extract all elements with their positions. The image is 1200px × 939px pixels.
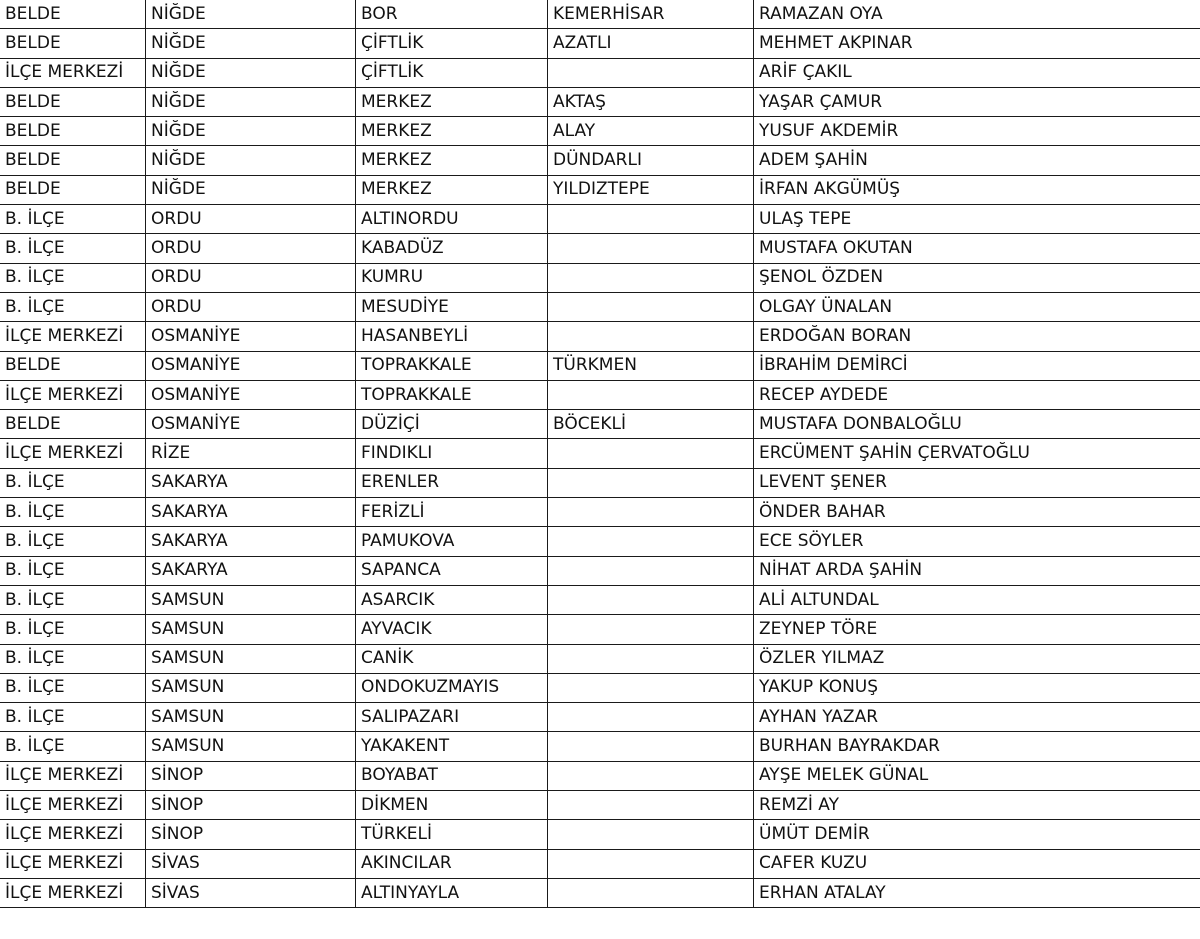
type-cell: B. İLÇE	[0, 585, 146, 614]
district-cell: SALIPAZARI	[356, 703, 548, 732]
province-cell: NİĞDE	[146, 117, 356, 146]
province-cell: SAKARYA	[146, 527, 356, 556]
type-cell: BELDE	[0, 87, 146, 116]
province-cell: SAMSUN	[146, 615, 356, 644]
district-cell: KUMRU	[356, 263, 548, 292]
town-cell	[548, 615, 754, 644]
type-cell: B. İLÇE	[0, 527, 146, 556]
province-cell: NİĞDE	[146, 29, 356, 58]
mayor-name-cell: YAŞAR ÇAMUR	[754, 87, 1200, 116]
town-cell: ALAY	[548, 117, 754, 146]
district-cell: SAPANCA	[356, 556, 548, 585]
town-cell	[548, 263, 754, 292]
district-cell: ERENLER	[356, 468, 548, 497]
town-cell: YILDIZTEPE	[548, 175, 754, 204]
town-cell	[548, 849, 754, 878]
table-row	[0, 87, 1200, 116]
mayor-name-cell: AYHAN YAZAR	[754, 703, 1200, 732]
table-row	[0, 292, 1200, 321]
type-cell: İLÇE MERKEZİ	[0, 849, 146, 878]
town-cell: AZATLI	[548, 29, 754, 58]
type-cell: BELDE	[0, 117, 146, 146]
town-cell	[548, 673, 754, 702]
table-row	[0, 732, 1200, 761]
town-cell: TÜRKMEN	[548, 351, 754, 380]
province-cell: ORDU	[146, 292, 356, 321]
mayor-name-cell: REMZİ AY	[754, 791, 1200, 820]
district-cell: ÇİFTLİK	[356, 58, 548, 87]
table-row	[0, 117, 1200, 146]
district-cell: ONDOKUZMAYIS	[356, 673, 548, 702]
province-cell: SİVAS	[146, 878, 356, 907]
town-cell	[548, 585, 754, 614]
table-row	[0, 820, 1200, 849]
district-cell: CANİK	[356, 644, 548, 673]
district-cell: KABADÜZ	[356, 234, 548, 263]
type-cell: B. İLÇE	[0, 732, 146, 761]
province-cell: SAKARYA	[146, 468, 356, 497]
province-cell: OSMANİYE	[146, 410, 356, 439]
town-cell: AKTAŞ	[548, 87, 754, 116]
province-cell: NİĞDE	[146, 0, 356, 29]
province-cell: SİNOP	[146, 761, 356, 790]
table-row	[0, 761, 1200, 790]
province-cell: NİĞDE	[146, 87, 356, 116]
table-row	[0, 585, 1200, 614]
town-cell	[548, 556, 754, 585]
table-row	[0, 878, 1200, 907]
mayor-name-cell: MEHMET AKPINAR	[754, 29, 1200, 58]
type-cell: BELDE	[0, 29, 146, 58]
province-cell: SAMSUN	[146, 585, 356, 614]
province-cell: SİNOP	[146, 791, 356, 820]
table-row	[0, 263, 1200, 292]
province-cell: SAKARYA	[146, 498, 356, 527]
table-row	[0, 527, 1200, 556]
mayor-name-cell: ERHAN ATALAY	[754, 878, 1200, 907]
province-cell: SAMSUN	[146, 732, 356, 761]
table-row	[0, 556, 1200, 585]
type-cell: B. İLÇE	[0, 556, 146, 585]
province-cell: SAMSUN	[146, 673, 356, 702]
town-cell	[548, 703, 754, 732]
type-cell: B. İLÇE	[0, 498, 146, 527]
province-cell: NİĞDE	[146, 175, 356, 204]
district-cell: MERKEZ	[356, 87, 548, 116]
province-cell: OSMANİYE	[146, 380, 356, 409]
mayor-name-cell: YAKUP KONUŞ	[754, 673, 1200, 702]
mayor-name-cell: ADEM ŞAHİN	[754, 146, 1200, 175]
town-cell	[548, 439, 754, 468]
mayor-name-cell: ÖZLER YILMAZ	[754, 644, 1200, 673]
district-cell: BOR	[356, 0, 548, 29]
type-cell: İLÇE MERKEZİ	[0, 322, 146, 351]
table-row	[0, 615, 1200, 644]
type-cell: BELDE	[0, 351, 146, 380]
district-cell: ASARCIK	[356, 585, 548, 614]
province-cell: ORDU	[146, 205, 356, 234]
district-cell: HASANBEYLİ	[356, 322, 548, 351]
type-cell: İLÇE MERKEZİ	[0, 791, 146, 820]
province-cell: OSMANİYE	[146, 351, 356, 380]
type-cell: B. İLÇE	[0, 234, 146, 263]
mayor-name-cell: YUSUF AKDEMİR	[754, 117, 1200, 146]
mayor-name-cell: BURHAN BAYRAKDAR	[754, 732, 1200, 761]
mayor-name-cell: İBRAHİM DEMİRCİ	[754, 351, 1200, 380]
town-cell	[548, 791, 754, 820]
table-row	[0, 205, 1200, 234]
district-cell: MERKEZ	[356, 117, 548, 146]
province-cell: NİĞDE	[146, 58, 356, 87]
type-cell: B. İLÇE	[0, 263, 146, 292]
town-cell: DÜNDARLI	[548, 146, 754, 175]
type-cell: İLÇE MERKEZİ	[0, 380, 146, 409]
mayor-name-cell: MUSTAFA DONBALOĞLU	[754, 410, 1200, 439]
mayor-name-cell: CAFER KUZU	[754, 849, 1200, 878]
mayor-name-cell: ERDOĞAN BORAN	[754, 322, 1200, 351]
province-cell: SAMSUN	[146, 644, 356, 673]
district-cell: TÜRKELİ	[356, 820, 548, 849]
mayor-name-cell: LEVENT ŞENER	[754, 468, 1200, 497]
mayor-name-cell: MUSTAFA OKUTAN	[754, 234, 1200, 263]
district-cell: TOPRAKKALE	[356, 351, 548, 380]
mayor-name-cell: ARİF ÇAKIL	[754, 58, 1200, 87]
type-cell: İLÇE MERKEZİ	[0, 878, 146, 907]
table-row	[0, 0, 1200, 29]
type-cell: İLÇE MERKEZİ	[0, 439, 146, 468]
town-cell	[548, 644, 754, 673]
town-cell	[548, 498, 754, 527]
type-cell: BELDE	[0, 410, 146, 439]
type-cell: B. İLÇE	[0, 644, 146, 673]
town-cell	[548, 58, 754, 87]
table-row	[0, 439, 1200, 468]
town-cell	[548, 527, 754, 556]
table-row	[0, 146, 1200, 175]
mayor-name-cell: NİHAT ARDA ŞAHİN	[754, 556, 1200, 585]
town-cell	[548, 234, 754, 263]
table-row	[0, 234, 1200, 263]
mayor-name-cell: RECEP AYDEDE	[754, 380, 1200, 409]
table-row	[0, 673, 1200, 702]
table-row	[0, 351, 1200, 380]
table-row	[0, 703, 1200, 732]
type-cell: BELDE	[0, 146, 146, 175]
district-cell: ALTINYAYLA	[356, 878, 548, 907]
mayor-name-cell: ÜMÜT DEMİR	[754, 820, 1200, 849]
province-cell: SAMSUN	[146, 703, 356, 732]
type-cell: İLÇE MERKEZİ	[0, 820, 146, 849]
town-cell	[548, 322, 754, 351]
district-cell: FERİZLİ	[356, 498, 548, 527]
table-row	[0, 791, 1200, 820]
district-cell: ÇİFTLİK	[356, 29, 548, 58]
table-row	[0, 322, 1200, 351]
district-cell: YAKAKENT	[356, 732, 548, 761]
mayor-name-cell: ZEYNEP TÖRE	[754, 615, 1200, 644]
table-row	[0, 380, 1200, 409]
province-cell: RİZE	[146, 439, 356, 468]
type-cell: İLÇE MERKEZİ	[0, 761, 146, 790]
mayor-name-cell: AYŞE MELEK GÜNAL	[754, 761, 1200, 790]
type-cell: İLÇE MERKEZİ	[0, 58, 146, 87]
table-row	[0, 58, 1200, 87]
town-cell	[548, 380, 754, 409]
district-cell: MERKEZ	[356, 146, 548, 175]
mayor-name-cell: İRFAN AKGÜMÜŞ	[754, 175, 1200, 204]
mayor-name-cell: ÖNDER BAHAR	[754, 498, 1200, 527]
district-cell: AKINCILAR	[356, 849, 548, 878]
table-row	[0, 644, 1200, 673]
province-cell: SİNOP	[146, 820, 356, 849]
district-cell: DİKMEN	[356, 791, 548, 820]
district-cell: MERKEZ	[356, 175, 548, 204]
district-cell: BOYABAT	[356, 761, 548, 790]
province-cell: NİĞDE	[146, 146, 356, 175]
town-cell	[548, 878, 754, 907]
mayor-name-cell: ERCÜMENT ŞAHİN ÇERVATOĞLU	[754, 439, 1200, 468]
district-cell: AYVACIK	[356, 615, 548, 644]
type-cell: B. İLÇE	[0, 703, 146, 732]
town-cell: BÖCEKLİ	[548, 410, 754, 439]
town-cell	[548, 732, 754, 761]
district-cell: PAMUKOVA	[356, 527, 548, 556]
district-cell: FINDIKLI	[356, 439, 548, 468]
mayor-name-cell: ULAŞ TEPE	[754, 205, 1200, 234]
type-cell: B. İLÇE	[0, 468, 146, 497]
town-cell	[548, 205, 754, 234]
town-cell	[548, 761, 754, 790]
table-row	[0, 498, 1200, 527]
type-cell: B. İLÇE	[0, 205, 146, 234]
province-cell: OSMANİYE	[146, 322, 356, 351]
district-cell: TOPRAKKALE	[356, 380, 548, 409]
province-cell: SAKARYA	[146, 556, 356, 585]
town-cell	[548, 292, 754, 321]
district-cell: ALTINORDU	[356, 205, 548, 234]
table-row	[0, 175, 1200, 204]
type-cell: BELDE	[0, 0, 146, 29]
town-cell	[548, 468, 754, 497]
table-row	[0, 849, 1200, 878]
mayor-name-cell: RAMAZAN OYA	[754, 0, 1200, 29]
type-cell: B. İLÇE	[0, 292, 146, 321]
type-cell: B. İLÇE	[0, 615, 146, 644]
mayor-name-cell: OLGAY ÜNALAN	[754, 292, 1200, 321]
mayor-name-cell: ALİ ALTUNDAL	[754, 585, 1200, 614]
province-cell: ORDU	[146, 263, 356, 292]
district-cell: MESUDİYE	[356, 292, 548, 321]
town-cell: KEMERHİSAR	[548, 0, 754, 29]
table-row	[0, 29, 1200, 58]
mayor-name-cell: ECE SÖYLER	[754, 527, 1200, 556]
table-row	[0, 468, 1200, 497]
town-cell	[548, 820, 754, 849]
mayor-name-cell: ŞENOL ÖZDEN	[754, 263, 1200, 292]
type-cell: BELDE	[0, 175, 146, 204]
province-cell: ORDU	[146, 234, 356, 263]
district-cell: DÜZİÇİ	[356, 410, 548, 439]
province-cell: SİVAS	[146, 849, 356, 878]
type-cell: B. İLÇE	[0, 673, 146, 702]
table-row	[0, 410, 1200, 439]
